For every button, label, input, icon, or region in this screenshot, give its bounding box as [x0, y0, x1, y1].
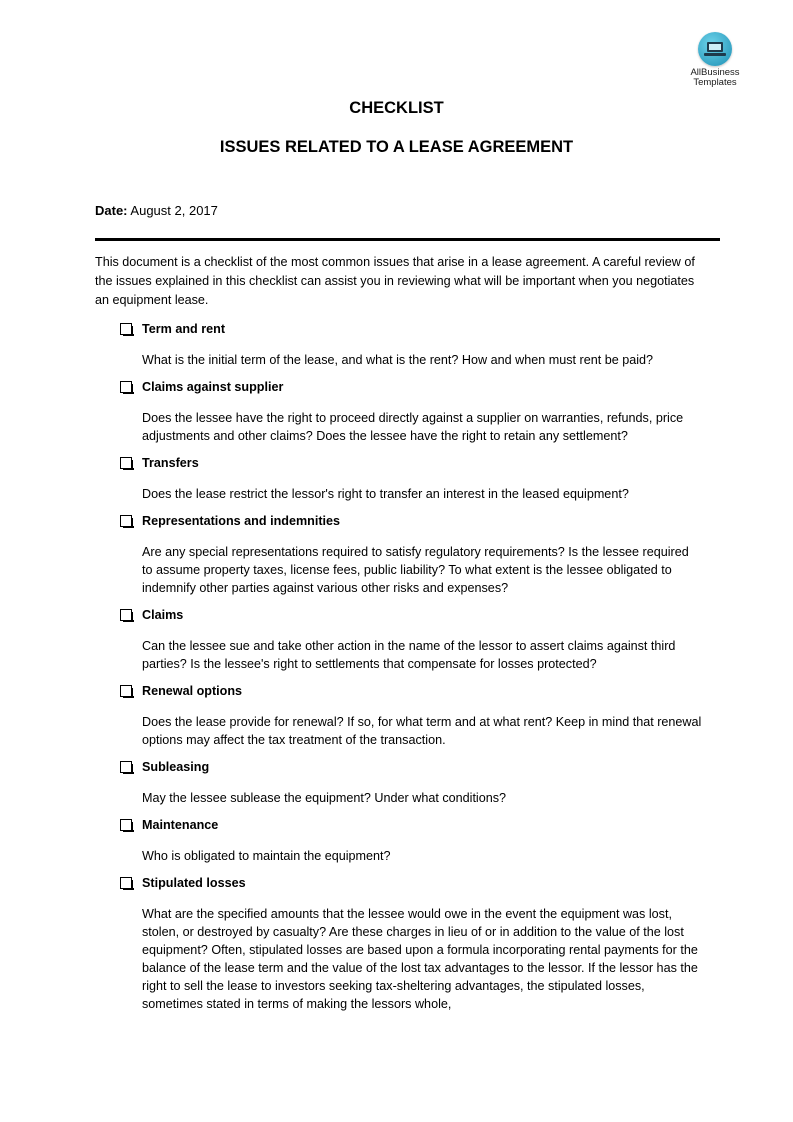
checklist-item — [120, 606, 710, 673]
checkbox-icon[interactable] — [120, 819, 132, 831]
item-description: Does the lease provide for renewal? If so, for what term and at what rent? Keep in mind that renewal options may affect the tax treatment of the transaction. — [142, 715, 702, 747]
checklist — [120, 320, 710, 1022]
item-description: What are the specified amounts that the lessee would owe in the event the equipment was lost, stolen, or destroyed by casualty? Are these charges in lieu of or in addition to the value of the lost equipment? Often, stipulated losses are based upon a formula incorporating rental payments for the balance of the lease term and the value of the lost tax advantages to the lessor. If the lessor has the right to sell the lease to investors seeking tax-sheltering advantages, the stipulated losses, sometimes stated in terms of making the lessors whole, — [142, 907, 698, 1011]
checklist-item — [120, 816, 710, 865]
item-title: Claims against supplier — [142, 380, 284, 394]
checkbox-icon[interactable] — [120, 381, 132, 393]
document-subtitle: ISSUES RELATED TO A LEASE AGREEMENT — [219, 138, 574, 156]
item-description: Who is obligated to maintain the equipment? — [142, 849, 391, 863]
brand-logo — [680, 32, 750, 88]
item-description: Does the lease restrict the lessor's right to transfer an interest in the leased equipment? — [142, 487, 629, 501]
intro-paragraph: This document is a checklist of the most common issues that arise in a lease agreement. A careful review of the issues explained in this checklist can assist you in reviewing what will be important when you negotiates an equipment lease. — [95, 255, 695, 307]
date-label: Date: — [95, 203, 128, 218]
checklist-item — [120, 682, 710, 749]
checklist-item — [120, 378, 710, 445]
checkbox-icon[interactable] — [120, 609, 132, 621]
item-description: Can the lessee sue and take other action in the name of the lessor to assert claims against third parties? Is the lessee's right to settlements that compensate for losses protected? — [142, 639, 676, 671]
item-title: Renewal options — [142, 684, 243, 698]
item-title: Maintenance — [142, 818, 219, 832]
checklist-item — [120, 758, 710, 807]
item-title: Representations and indemnities — [142, 514, 341, 528]
item-title: Subleasing — [142, 760, 210, 774]
checkbox-icon[interactable] — [120, 515, 132, 527]
checklist-item — [120, 874, 710, 1013]
item-title: Stipulated losses — [142, 876, 246, 890]
item-title: Transfers — [142, 456, 199, 470]
checkbox-icon[interactable] — [120, 761, 132, 773]
checkbox-icon[interactable] — [120, 877, 132, 889]
checklist-item — [120, 512, 710, 597]
checkbox-icon[interactable] — [120, 457, 132, 469]
date-value: August 2, 2017 — [130, 203, 218, 218]
horizontal-rule — [95, 238, 720, 241]
checkbox-icon[interactable] — [120, 685, 132, 697]
checklist-item — [120, 320, 710, 369]
date-line — [95, 203, 218, 218]
item-description: Does the lessee have the right to proceed directly against a supplier on warranties, refunds, price adjustments and other claims? Does the lessee have the right to retain any settlement? — [142, 411, 684, 443]
logo-line-2: Templates — [693, 77, 737, 88]
checkbox-icon[interactable] — [120, 323, 132, 335]
checklist-item — [120, 454, 710, 503]
item-description: What is the initial term of the lease, and what is the rent? How and when must rent be paid? — [142, 353, 654, 367]
item-title: Claims — [142, 608, 184, 622]
item-description: Are any special representations required to satisfy regulatory requirements? Is the lessee required to assume property taxes, license fees, public liability? To what extent is the lessee obligated to indemnify other parties against various other risks and expenses? — [142, 545, 689, 595]
document-title: CHECKLIST — [349, 99, 444, 117]
laptop-icon — [698, 32, 732, 66]
item-description: May the lessee sublease the equipment? Under what conditions? — [142, 791, 507, 805]
item-title: Term and rent — [142, 322, 226, 336]
logo-text — [680, 68, 750, 88]
logo-line-1: AllBusiness — [690, 67, 740, 78]
